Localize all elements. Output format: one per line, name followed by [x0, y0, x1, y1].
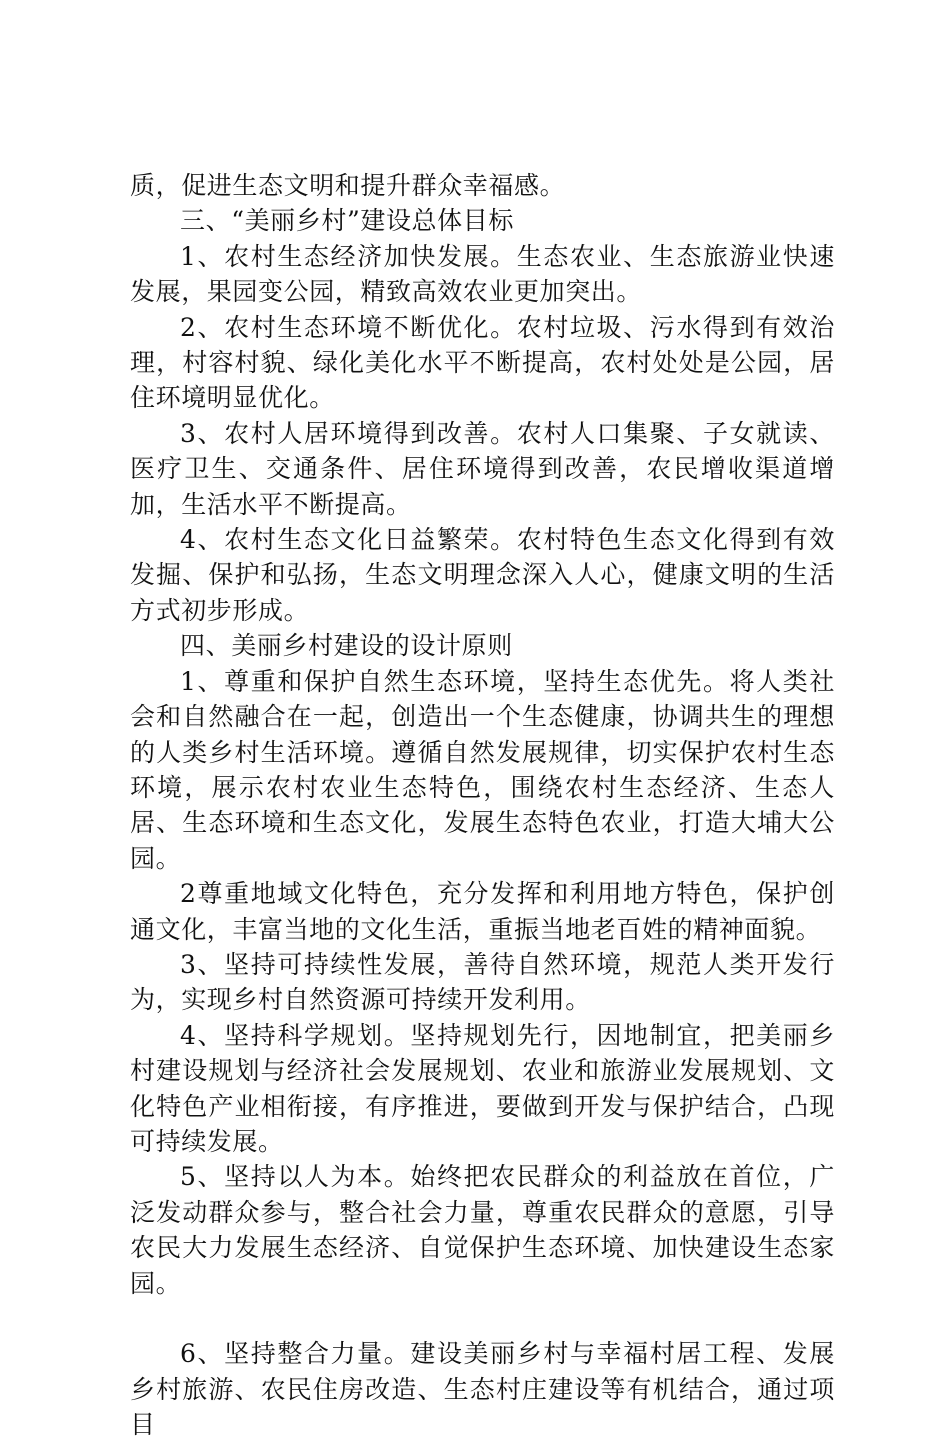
section-heading-3: 三、“美丽乡村”建设总体目标	[180, 206, 514, 236]
paragraph-principle-5: 5、坚持以人为本。始终把农民群众的利益放在首位，广泛发动群众参与，整合社会力量，尊重农民群众的意愿，引导农民大力发展生态经济、自觉保护生态环境、加快建设生态家园。	[130, 1162, 835, 1298]
paragraph-goal-3: 3、农村人居环境得到改善。农村人口集聚、子女就读、医疗卫生、交通条件、居住环境得到改善，农民增收渠道增加，生活水平不断提高。	[130, 418, 835, 519]
paragraph-continuation: 质，促进生态文明和提升群众幸福感。	[130, 171, 566, 200]
paragraph-goal-1: 1、农村生态经济加快发展。生态农业、生态旅游业快速发展，果园变公园，精致高效农业更加突出。	[130, 241, 835, 307]
paragraph-principle-6: 6、坚持整合力量。建设美丽乡村与幸福村居工程、发展乡村旅游、农民住房改造、生态村庄建设等有机结合，通过项目	[130, 1339, 835, 1440]
section-heading-4: 四、美丽乡村建设的设计原则	[180, 631, 513, 661]
paragraph-goal-4: 4、农村生态文化日益繁荣。农村特色生态文化得到有效发掘、保护和弘扬，生态文明理念深入人心，健康文明的生活方式初步形成。	[130, 525, 835, 625]
paragraph-goal-2: 2、农村生态环境不断优化。农村垃圾、污水得到有效治理，村容村貌、绿化美化水平不断提高，农村处处是公园，居住环境明显优化。	[130, 312, 835, 413]
paragraph-principle-3: 3、坚持可持续性发展，善待自然环境，规范人类开发行为，实现乡村自然资源可持续开发利用。	[130, 949, 835, 1015]
document-body	[130, 168, 835, 1443]
paragraph-principle-2: 2尊重地域文化特色，充分发挥和利用地方特色，保护创通文化，丰富当地的文化生活，重振当地老百姓的精神面貌。	[130, 879, 835, 944]
paragraph-principle-1: 1、尊重和保护自然生态环境，坚持生态优先。将人类社会和自然融合在一起，创造出一个生态健康，协调共生的理想的人类乡村生活环境。遵循自然发展规律，切实保护农村生态环境，展示农村农业生态特色，围绕农村生态经济、生态人居、生态环境和生态文化，发展生态特色农业，打造大埔大公园。	[130, 666, 835, 873]
paragraph-principle-4: 4、坚持科学规划。坚持规划先行，因地制宜，把美丽乡村建设规划与经济社会发展规划、农业和旅游业发展规划、文化特色产业相衔接，有序推进，要做到开发与保护结合，凸现可持续发展。	[130, 1020, 835, 1156]
blank-line	[130, 1301, 835, 1336]
